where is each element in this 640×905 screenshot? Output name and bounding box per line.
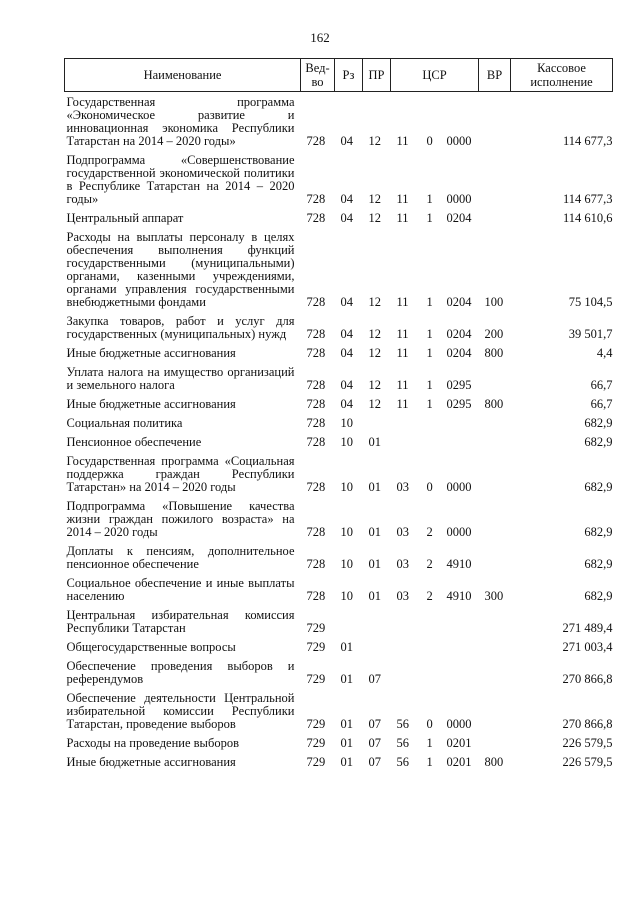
row-csr-subprogram: 1 <box>426 327 433 341</box>
row-csr-subprogram <box>421 605 441 637</box>
table-row <box>65 733 613 752</box>
row-pr: 12 <box>368 192 381 206</box>
row-pr: 07 <box>368 717 381 731</box>
row-rz: 10 <box>340 557 353 571</box>
row-csr-program <box>391 432 421 451</box>
row-sum: 682,9 <box>584 416 613 430</box>
row-rz: 01 <box>340 736 353 750</box>
row-sum: 682,9 <box>584 480 613 494</box>
table-row <box>65 656 613 688</box>
table-row <box>65 343 613 362</box>
row-csr-program: 56 <box>396 717 409 731</box>
row-vr <box>479 362 511 394</box>
row-rz: 04 <box>340 295 353 309</box>
row-pr: 01 <box>368 435 381 449</box>
row-pr: 01 <box>368 480 381 494</box>
row-csr-subprogram: 1 <box>426 736 433 750</box>
header-name: Наименование <box>65 59 301 92</box>
row-ved: 728 <box>306 192 326 206</box>
row-ved: 728 <box>306 480 326 494</box>
row-sum: 4,4 <box>596 346 613 360</box>
row-vr <box>479 733 511 752</box>
row-vr: 800 <box>484 397 504 411</box>
row-vr <box>479 208 511 227</box>
row-csr-subprogram: 1 <box>426 755 433 769</box>
row-name: Закупка товаров, работ и услуг для государственных (муниципальных) нужд <box>66 314 295 341</box>
row-csr-direction: 0000 <box>446 192 472 206</box>
row-csr-direction: 0000 <box>446 525 472 539</box>
row-sum: 114 610,6 <box>562 211 613 225</box>
row-ved: 728 <box>306 295 326 309</box>
row-ved: 729 <box>306 717 326 731</box>
row-vr <box>479 451 511 496</box>
row-csr-subprogram <box>421 637 441 656</box>
row-rz: 04 <box>340 327 353 341</box>
row-vr <box>479 541 511 573</box>
row-ved: 729 <box>306 640 326 654</box>
row-pr: 07 <box>368 755 381 769</box>
row-pr <box>363 413 391 432</box>
row-csr-direction: 0201 <box>446 755 472 769</box>
table-row <box>65 150 613 208</box>
row-ved: 728 <box>306 525 326 539</box>
row-csr-subprogram: 2 <box>426 589 433 603</box>
row-csr-direction: 0000 <box>446 717 472 731</box>
row-csr-program: 11 <box>396 192 409 206</box>
row-csr-program: 11 <box>396 134 409 148</box>
row-name: Общегосударственные вопросы <box>66 640 236 654</box>
row-csr-direction: 0204 <box>446 211 472 225</box>
row-rz: 01 <box>340 640 353 654</box>
row-csr-subprogram: 0 <box>426 480 433 494</box>
row-name: Расходы на выплаты персоналу в целях обеспечения выполнения функций государственными (муниципальными) органами, казенными учреждениями, органами управления государственными внебюджетными фондами <box>66 230 295 309</box>
row-name: Обеспечение деятельности Центральной избирательной комиссии Республики Татарстан, проведение выборов <box>66 691 295 731</box>
row-sum: 682,9 <box>584 557 613 571</box>
row-rz: 04 <box>340 134 353 148</box>
row-ved: 728 <box>306 327 326 341</box>
row-name: Государственная программа «Экономическое развитие и инновационная экономика Республики Татарстан на 2014 – 2020 годы» <box>66 95 295 148</box>
header-vr: ВР <box>479 59 511 92</box>
row-vr <box>479 432 511 451</box>
table-row <box>65 605 613 637</box>
row-ved: 728 <box>306 397 326 411</box>
row-sum: 66,7 <box>590 397 613 411</box>
row-ved: 728 <box>306 435 326 449</box>
row-vr: 300 <box>484 589 504 603</box>
row-name: Расходы на проведение выборов <box>66 736 239 750</box>
row-vr <box>479 92 511 151</box>
row-ved: 728 <box>306 378 326 392</box>
row-csr-program: 11 <box>396 378 409 392</box>
row-vr: 200 <box>484 327 504 341</box>
row-csr-subprogram: 0 <box>426 717 433 731</box>
row-csr-direction: 0204 <box>446 295 472 309</box>
row-sum: 270 866,8 <box>562 672 613 686</box>
row-csr-subprogram: 0 <box>426 134 433 148</box>
row-sum: 270 866,8 <box>562 717 613 731</box>
header-rz: Рз <box>335 59 363 92</box>
row-csr-program: 56 <box>396 755 409 769</box>
row-vr: 100 <box>484 295 504 309</box>
row-csr-program: 03 <box>396 480 409 494</box>
row-pr: 01 <box>368 589 381 603</box>
row-csr-subprogram <box>421 432 441 451</box>
row-csr-program: 03 <box>396 525 409 539</box>
row-sum: 271 489,4 <box>562 621 613 635</box>
row-pr <box>363 637 391 656</box>
row-rz: 04 <box>340 346 353 360</box>
budget-table <box>64 58 613 771</box>
row-rz: 01 <box>340 755 353 769</box>
header-csr: ЦСР <box>391 59 479 92</box>
table-row <box>65 394 613 413</box>
row-pr: 01 <box>368 525 381 539</box>
table-row <box>65 227 613 311</box>
row-csr-program <box>391 605 421 637</box>
row-csr-subprogram: 1 <box>426 295 433 309</box>
row-name: Подпрограмма «Совершенствование государственной экономической политики в Республике Татарстан на 2014 – 2020 годы» <box>66 153 295 206</box>
row-rz: 04 <box>340 397 353 411</box>
table-row <box>65 637 613 656</box>
row-sum: 682,9 <box>584 525 613 539</box>
row-name: Социальная политика <box>66 416 183 430</box>
row-ved: 729 <box>306 736 326 750</box>
row-ved: 728 <box>306 589 326 603</box>
row-rz: 04 <box>340 211 353 225</box>
row-csr-subprogram: 1 <box>426 211 433 225</box>
row-name: Иные бюджетные ассигнования <box>66 346 236 360</box>
row-vr: 800 <box>484 755 504 769</box>
row-name: Иные бюджетные ассигнования <box>66 755 236 769</box>
row-pr: 12 <box>368 378 381 392</box>
row-vr <box>479 656 511 688</box>
row-vr <box>479 688 511 733</box>
row-pr: 12 <box>368 346 381 360</box>
table-row <box>65 752 613 771</box>
row-sum: 226 579,5 <box>562 755 613 769</box>
table-row <box>65 573 613 605</box>
row-pr: 07 <box>368 672 381 686</box>
row-pr <box>363 605 391 637</box>
row-sum: 114 677,3 <box>562 192 613 206</box>
table-row <box>65 311 613 343</box>
table-row <box>65 362 613 394</box>
row-name: Доплаты к пенсиям, дополнительное пенсионное обеспечение <box>66 544 295 571</box>
header-ved <box>301 59 335 92</box>
header-sum-line2: исполнение <box>530 75 593 89</box>
row-sum: 682,9 <box>584 435 613 449</box>
header-sum-line1: Кассовое <box>537 61 586 75</box>
row-csr-subprogram: 1 <box>426 397 433 411</box>
row-csr-direction: 0204 <box>446 346 472 360</box>
table-row <box>65 413 613 432</box>
table-row <box>65 541 613 573</box>
row-rz <box>335 605 363 637</box>
table-header-row <box>65 59 613 92</box>
table-row <box>65 688 613 733</box>
row-csr-subprogram <box>421 413 441 432</box>
row-rz: 04 <box>340 378 353 392</box>
row-rz: 10 <box>340 525 353 539</box>
row-csr-program <box>391 637 421 656</box>
row-name: Подпрограмма «Повышение качества жизни граждан пожилого возраста» на 2014 – 2020 годы <box>66 499 295 539</box>
row-vr <box>479 496 511 541</box>
row-csr-program <box>391 656 421 688</box>
row-name: Центральная избирательная комиссия Республики Татарстан <box>66 608 295 635</box>
row-csr-direction: 0000 <box>446 134 472 148</box>
row-rz: 01 <box>340 717 353 731</box>
row-ved: 728 <box>306 346 326 360</box>
header-ved-line2: во <box>311 75 324 89</box>
row-pr: 12 <box>368 134 381 148</box>
page-number: 162 <box>310 30 330 45</box>
row-ved: 728 <box>306 211 326 225</box>
row-rz: 10 <box>340 416 353 430</box>
row-csr-subprogram: 1 <box>426 346 433 360</box>
row-pr: 12 <box>368 211 381 225</box>
row-vr <box>479 637 511 656</box>
row-ved: 729 <box>306 621 326 635</box>
row-csr-program: 03 <box>396 589 409 603</box>
row-csr-direction: 0295 <box>446 397 472 411</box>
row-rz: 04 <box>340 192 353 206</box>
row-csr-subprogram: 2 <box>426 557 433 571</box>
row-csr-program: 11 <box>396 211 409 225</box>
row-name: Центральный аппарат <box>66 211 184 225</box>
row-csr-program: 03 <box>396 557 409 571</box>
row-csr-subprogram: 1 <box>426 378 433 392</box>
row-name: Уплата налога на имущество организаций и земельного налога <box>66 365 295 392</box>
row-pr: 12 <box>368 327 381 341</box>
row-csr-program: 56 <box>396 736 409 750</box>
row-ved: 728 <box>306 134 326 148</box>
row-csr-program: 11 <box>396 346 409 360</box>
row-csr-direction: 0201 <box>446 736 472 750</box>
row-name: Социальное обеспечение и иные выплаты населению <box>66 576 295 603</box>
row-csr-direction <box>441 637 479 656</box>
row-csr-direction <box>441 432 479 451</box>
row-name: Государственная программа «Социальная поддержка граждан Республики Татарстан» на 2014 – 2020 годы <box>66 454 295 494</box>
row-csr-direction: 4910 <box>446 557 472 571</box>
row-sum: 66,7 <box>590 378 613 392</box>
header-sum <box>511 59 613 92</box>
row-pr: 12 <box>368 295 381 309</box>
row-name: Пенсионное обеспечение <box>66 435 202 449</box>
row-vr <box>479 605 511 637</box>
row-sum: 75 104,5 <box>568 295 613 309</box>
table-row <box>65 451 613 496</box>
row-ved: 729 <box>306 755 326 769</box>
header-pr: ПР <box>363 59 391 92</box>
row-csr-program <box>391 413 421 432</box>
row-rz: 01 <box>340 672 353 686</box>
row-ved: 728 <box>306 557 326 571</box>
row-csr-subprogram: 2 <box>426 525 433 539</box>
table-row <box>65 496 613 541</box>
table-body <box>65 92 613 772</box>
row-ved: 728 <box>306 416 326 430</box>
row-rz: 10 <box>340 480 353 494</box>
table-row <box>65 208 613 227</box>
row-pr: 01 <box>368 557 381 571</box>
row-name: Обеспечение проведения выборов и референдумов <box>66 659 295 686</box>
row-sum: 114 677,3 <box>562 134 613 148</box>
row-csr-direction: 0295 <box>446 378 472 392</box>
row-csr-direction: 0204 <box>446 327 472 341</box>
row-csr-program: 11 <box>396 397 409 411</box>
row-csr-subprogram: 1 <box>426 192 433 206</box>
row-rz: 10 <box>340 589 353 603</box>
row-pr: 07 <box>368 736 381 750</box>
row-csr-direction <box>441 656 479 688</box>
row-csr-direction: 0000 <box>446 480 472 494</box>
row-name: Иные бюджетные ассигнования <box>66 397 236 411</box>
row-rz: 10 <box>340 435 353 449</box>
row-csr-subprogram <box>421 656 441 688</box>
table-row <box>65 432 613 451</box>
table-row <box>65 92 613 151</box>
row-vr: 800 <box>484 346 504 360</box>
row-csr-direction <box>441 605 479 637</box>
row-csr-direction: 4910 <box>446 589 472 603</box>
row-vr <box>479 413 511 432</box>
row-csr-program: 11 <box>396 295 409 309</box>
row-csr-program: 11 <box>396 327 409 341</box>
row-csr-direction <box>441 413 479 432</box>
row-pr: 12 <box>368 397 381 411</box>
header-ved-line1: Вед- <box>305 61 330 75</box>
row-ved: 729 <box>306 672 326 686</box>
row-sum: 39 501,7 <box>568 327 613 341</box>
row-sum: 682,9 <box>584 589 613 603</box>
row-vr <box>479 150 511 208</box>
row-sum: 226 579,5 <box>562 736 613 750</box>
row-sum: 271 003,4 <box>562 640 613 654</box>
